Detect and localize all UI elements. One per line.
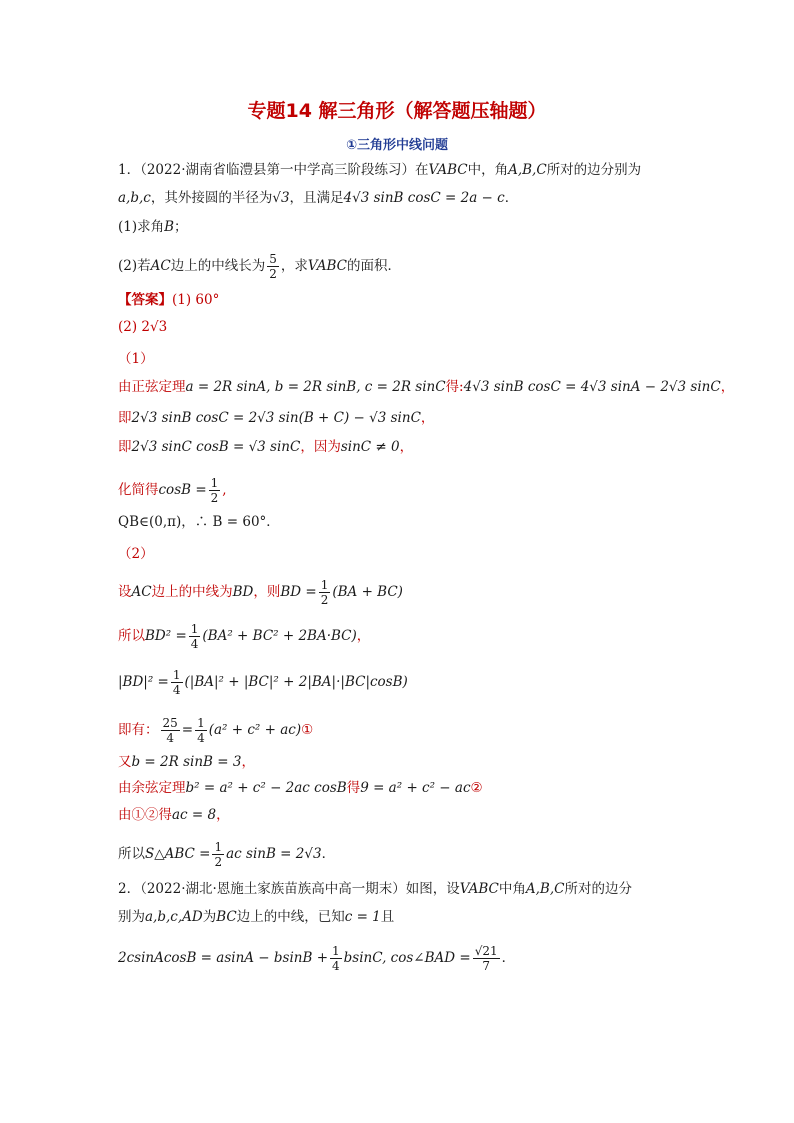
problem-2-stem-line-2: 别为a,b,c,AD为BC边上的中线，已知c = 1且 bbox=[118, 909, 395, 925]
solution-line-12: 由①②得ac = 8， bbox=[118, 807, 230, 823]
solution-line-13: 所以S△ABC = $\frac{1}{2}$ ac sinB = 2√3． bbox=[118, 840, 336, 869]
fraction: $\frac{1}{2}$ bbox=[320, 578, 329, 607]
fraction: $\frac{√21}{7}$ bbox=[474, 944, 498, 973]
problem-1-question-1: (1)求角B； bbox=[118, 219, 188, 235]
section-subtitle: ①三角形中线问题 bbox=[345, 138, 448, 153]
answer-2: (2) 2√3 bbox=[118, 319, 168, 335]
answer-line: 【答案】(1) 60° bbox=[118, 292, 220, 308]
solution-part-2-tag: （2） bbox=[118, 546, 154, 562]
solution-line-1: 由正弦定理a = 2R sinA, b = 2R sinB, c = 2R sinC得:4√3 sinB cosC = 4√3 sinA − 2√3 sinC， bbox=[118, 379, 735, 395]
problem-1-stem-line-1: 1．（2022·湖南省临澧县第一中学高三阶段练习）在VABC中，角A,B,C所对的边分别为 bbox=[118, 162, 642, 178]
solution-part-1-tag: （1） bbox=[118, 351, 154, 367]
problem-2-stem-line-3: 2csinAcosB = asinA − bsinB + $\frac{1}{4}$ bsinC, cos∠BAD = $\frac{√21}{7}$ ． bbox=[118, 944, 516, 973]
fraction: $\frac{1}{4}$ bbox=[197, 716, 205, 745]
solution-line-5: QB∈(0,π)，∴ B = 60°． bbox=[118, 514, 280, 530]
fraction: $\frac{5}{2}$ bbox=[269, 252, 277, 281]
fraction: $\frac{1}{4}$ bbox=[332, 944, 340, 973]
fraction: $\frac{1}{4}$ bbox=[172, 668, 181, 697]
page-title: 专题14 解三角形（解答题压轴题） bbox=[247, 100, 547, 122]
solution-line-11: 由余弦定理b² = a² + c² − 2ac cosB得9 = a² + c² − ac② bbox=[118, 780, 483, 796]
problem-2-stem-line-1: 2．（2022·湖北·恩施土家族苗族高中高一期末）如图，设VABC中角A,B,C所对的边分 bbox=[118, 881, 632, 897]
fraction: $\frac{1}{2}$ bbox=[214, 840, 223, 869]
problem-1-question-2: (2)若AC边上的中线长为 $\frac{5}{2}$ ，求VABC的面积． bbox=[118, 252, 401, 281]
solution-line-8: |BD|² = $\frac{1}{4}$ (|BA|² + |BC|² + 2|BA|·|BC|cosB) bbox=[118, 668, 408, 697]
solution-line-4: 化简得cosB = $\frac{1}{2}$ , bbox=[118, 476, 227, 505]
solution-line-6: 设AC边上的中线为BD，则BD = $\frac{1}{2}$ (BA + BC) bbox=[118, 578, 403, 607]
solution-line-7: 所以BD² = $\frac{1}{4}$ (BA² + BC² + 2BA·BC)， bbox=[118, 622, 371, 651]
solution-line-9: 即有： $\frac{25}{4}$ = $\frac{1}{4}$ (a² + c² + ac)① bbox=[118, 716, 314, 745]
solution-line-3: 即2√3 sinC cosB = √3 sinC，因为sinC ≠ 0， bbox=[118, 439, 414, 455]
fraction: $\frac{25}{4}$ bbox=[162, 716, 178, 745]
solution-line-10: 又b = 2R sinB = 3， bbox=[118, 754, 255, 770]
solution-line-2: 即2√3 sinB cosC = 2√3 sin(B + C) − √3 sinC， bbox=[118, 410, 435, 426]
problem-1-stem-line-2: a,b,c，其外接圆的半径为√3，且满足4√3 sinB cosC = 2a − c． bbox=[118, 190, 519, 206]
answer-tag: 【答案】 bbox=[118, 292, 172, 308]
fraction: $\frac{1}{4}$ bbox=[190, 622, 199, 651]
fraction: $\frac{1}{2}$ bbox=[210, 476, 219, 505]
